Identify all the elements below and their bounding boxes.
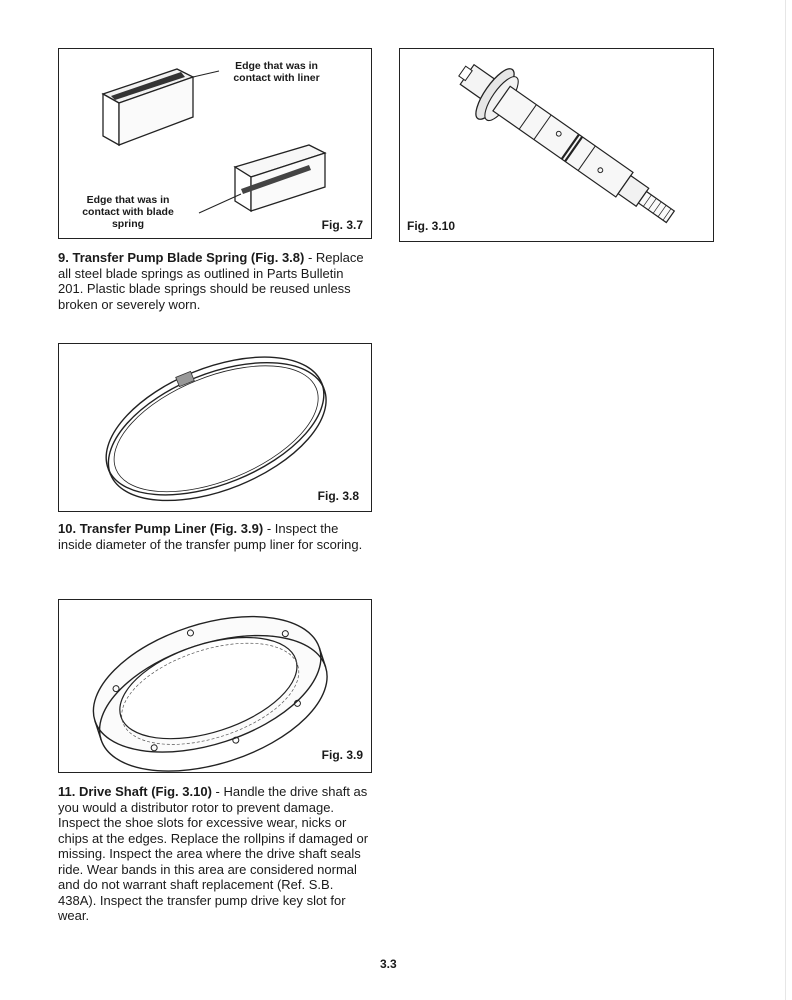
section-number: 10. [58, 521, 77, 536]
callout-spring-edge: Edge that was in contact with blade spring [82, 194, 174, 230]
figure-label: Fig. 3.7 [321, 218, 363, 232]
figure-label: Fig. 3.10 [407, 219, 456, 233]
figure-label: Fig. 3.8 [317, 489, 359, 503]
blade-spring-illustration [59, 344, 371, 511]
section-heading: Transfer Pump Liner (Fig. 3.9) [79, 521, 264, 536]
page-number: 3.3 [380, 957, 397, 971]
section-body: - Replace all steel blade springs as outlined in Parts Bulletin 201. Plastic blade springs should be reused unless broken or severely worn. [58, 250, 364, 312]
section-number: 9. [58, 250, 69, 265]
section-body: - Inspect the inside diameter of the transfer pump liner for scoring. [58, 521, 363, 552]
figure-3-10 [399, 48, 714, 242]
section-10 [58, 521, 372, 552]
section-number: 11. [58, 784, 76, 799]
section-heading: Drive Shaft (Fig. 3.10) [78, 784, 212, 799]
callout-liner-edge: Edge that was in contact with liner [233, 60, 320, 84]
page-edge [785, 0, 786, 1000]
liner-illustration [59, 600, 371, 772]
figure-3-8 [58, 343, 372, 512]
section-body: - Handle the drive shaft as you would a distributor rotor to prevent damage. Inspect the shoe slots for excessive wear, nicks or chips at the edges. Replace the rollpins if damaged or missing. Inspect the area where the drive shaft seals ride. Wear bands in this area are considered normal and do not warrant shaft replacement (Ref. S.B. 438A). Inspect the transfer pump drive key slot for wear. [58, 784, 369, 923]
drive-shaft-illustration [400, 49, 713, 241]
section-11 [58, 784, 372, 924]
figure-3-7 [58, 48, 372, 239]
figure-label: Fig. 3.9 [321, 748, 363, 762]
section-9 [58, 250, 372, 312]
section-heading: Transfer Pump Blade Spring (Fig. 3.8) [72, 250, 305, 265]
figure-3-9 [58, 599, 372, 773]
